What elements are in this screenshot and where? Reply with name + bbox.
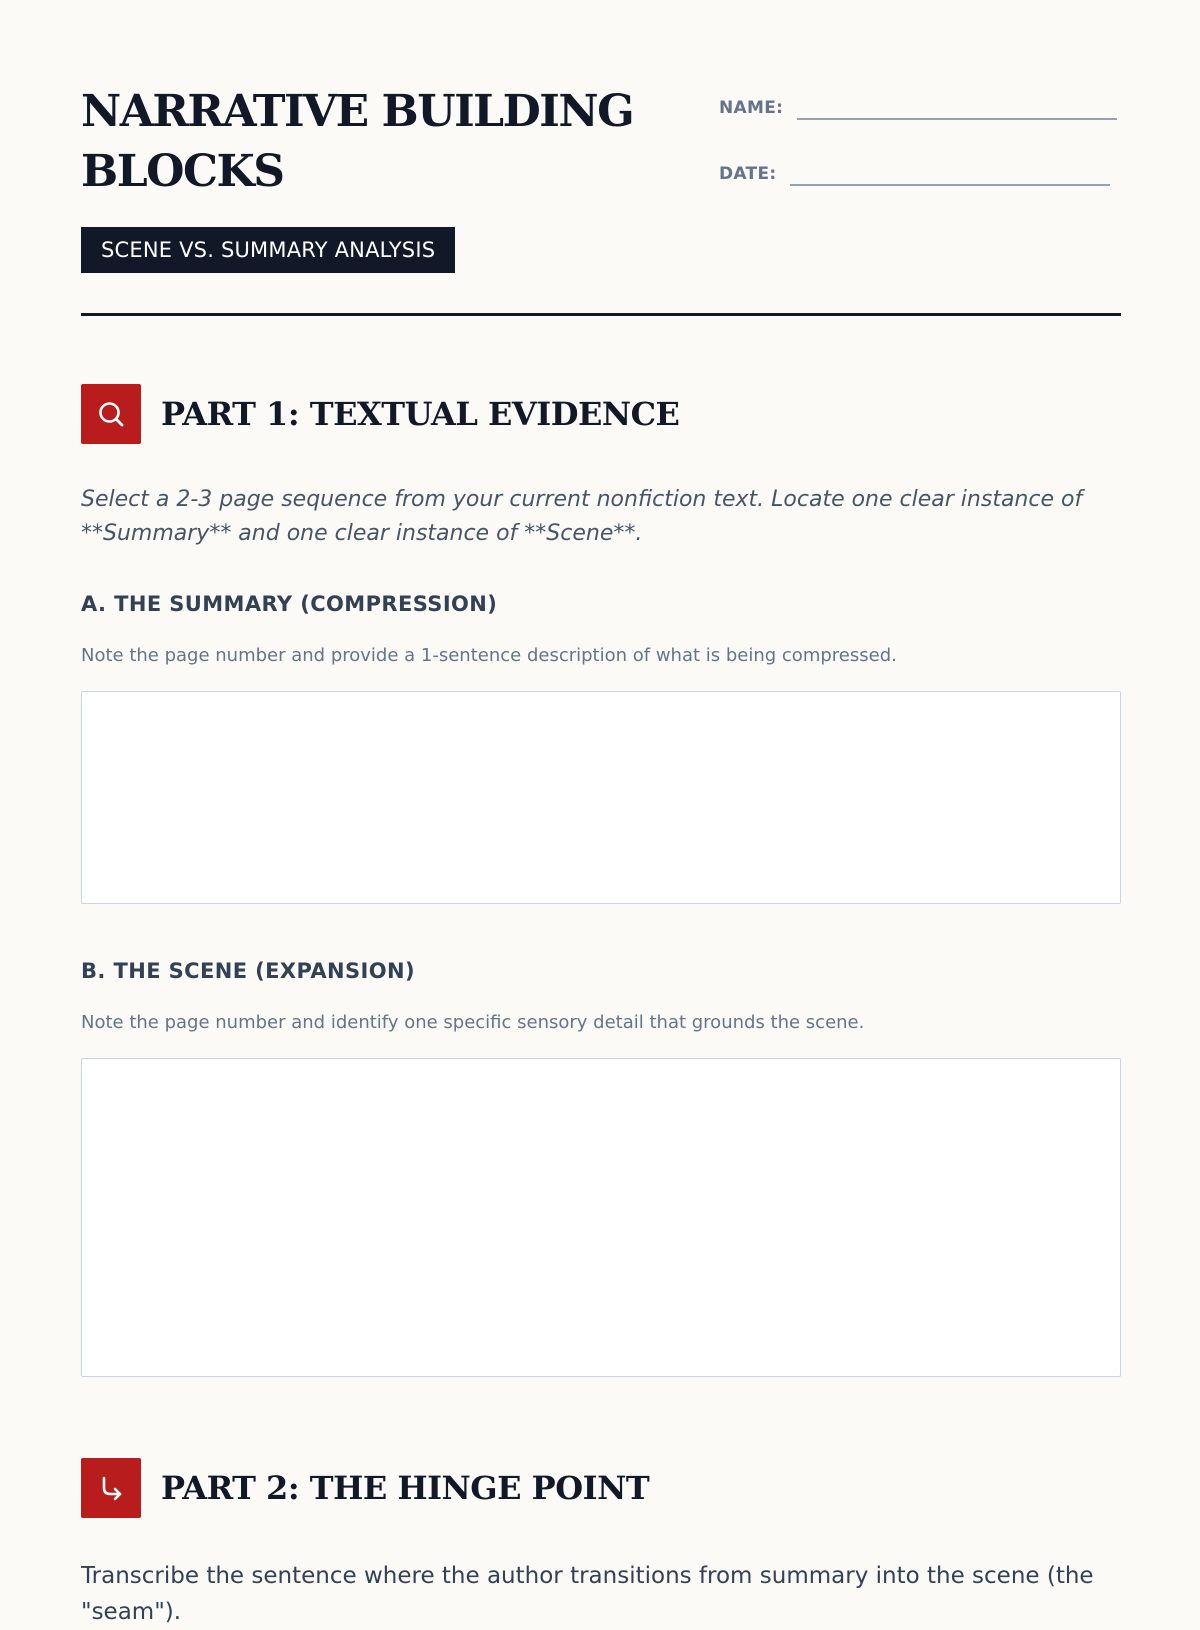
worksheet-title: NARRATIVE BUILDING BLOCKS [81, 86, 634, 197]
worksheet-page [81, 0, 1121, 1625]
date-line[interactable] [790, 154, 1110, 186]
scene-hint: Note the page number and identify one specific sensory detail that grounds the scene. [81, 1012, 865, 1033]
part1-title: PART 1: TEXTUAL EVIDENCE [161, 395, 680, 433]
part2-instructions: Transcribe the sentence where the author transitions from summary into the scene (the "seam"). [81, 1563, 1094, 1625]
name-field [719, 88, 1117, 120]
arrow-turn-down-right-icon [81, 1458, 141, 1518]
summary-answer-box[interactable] [81, 691, 1121, 904]
part1-heading [81, 384, 679, 444]
summary-heading: A. THE SUMMARY (COMPRESSION) [81, 592, 498, 616]
name-line[interactable] [797, 88, 1117, 120]
scene-heading: B. THE SCENE (EXPANSION) [81, 959, 415, 983]
name-label: NAME: [719, 98, 784, 118]
part2-heading [81, 1458, 649, 1518]
subtitle-badge: SCENE VS. SUMMARY ANALYSIS [81, 227, 455, 273]
part1-instructions: Select a 2-3 page sequence from your current nonfiction text. Locate one clear instance of **Summary** and one clear instance of **Scene**. [81, 487, 1083, 546]
part2-title: PART 2: THE HINGE POINT [161, 1469, 650, 1507]
summary-hint: Note the page number and provide a 1-sentence description of what is being compressed. [81, 645, 897, 666]
worksheet-header [81, 0, 1121, 318]
date-field [719, 154, 1110, 186]
scene-answer-box[interactable] [81, 1058, 1121, 1377]
header-divider [81, 313, 1121, 316]
date-label: DATE: [719, 164, 777, 184]
search-icon [81, 384, 141, 444]
